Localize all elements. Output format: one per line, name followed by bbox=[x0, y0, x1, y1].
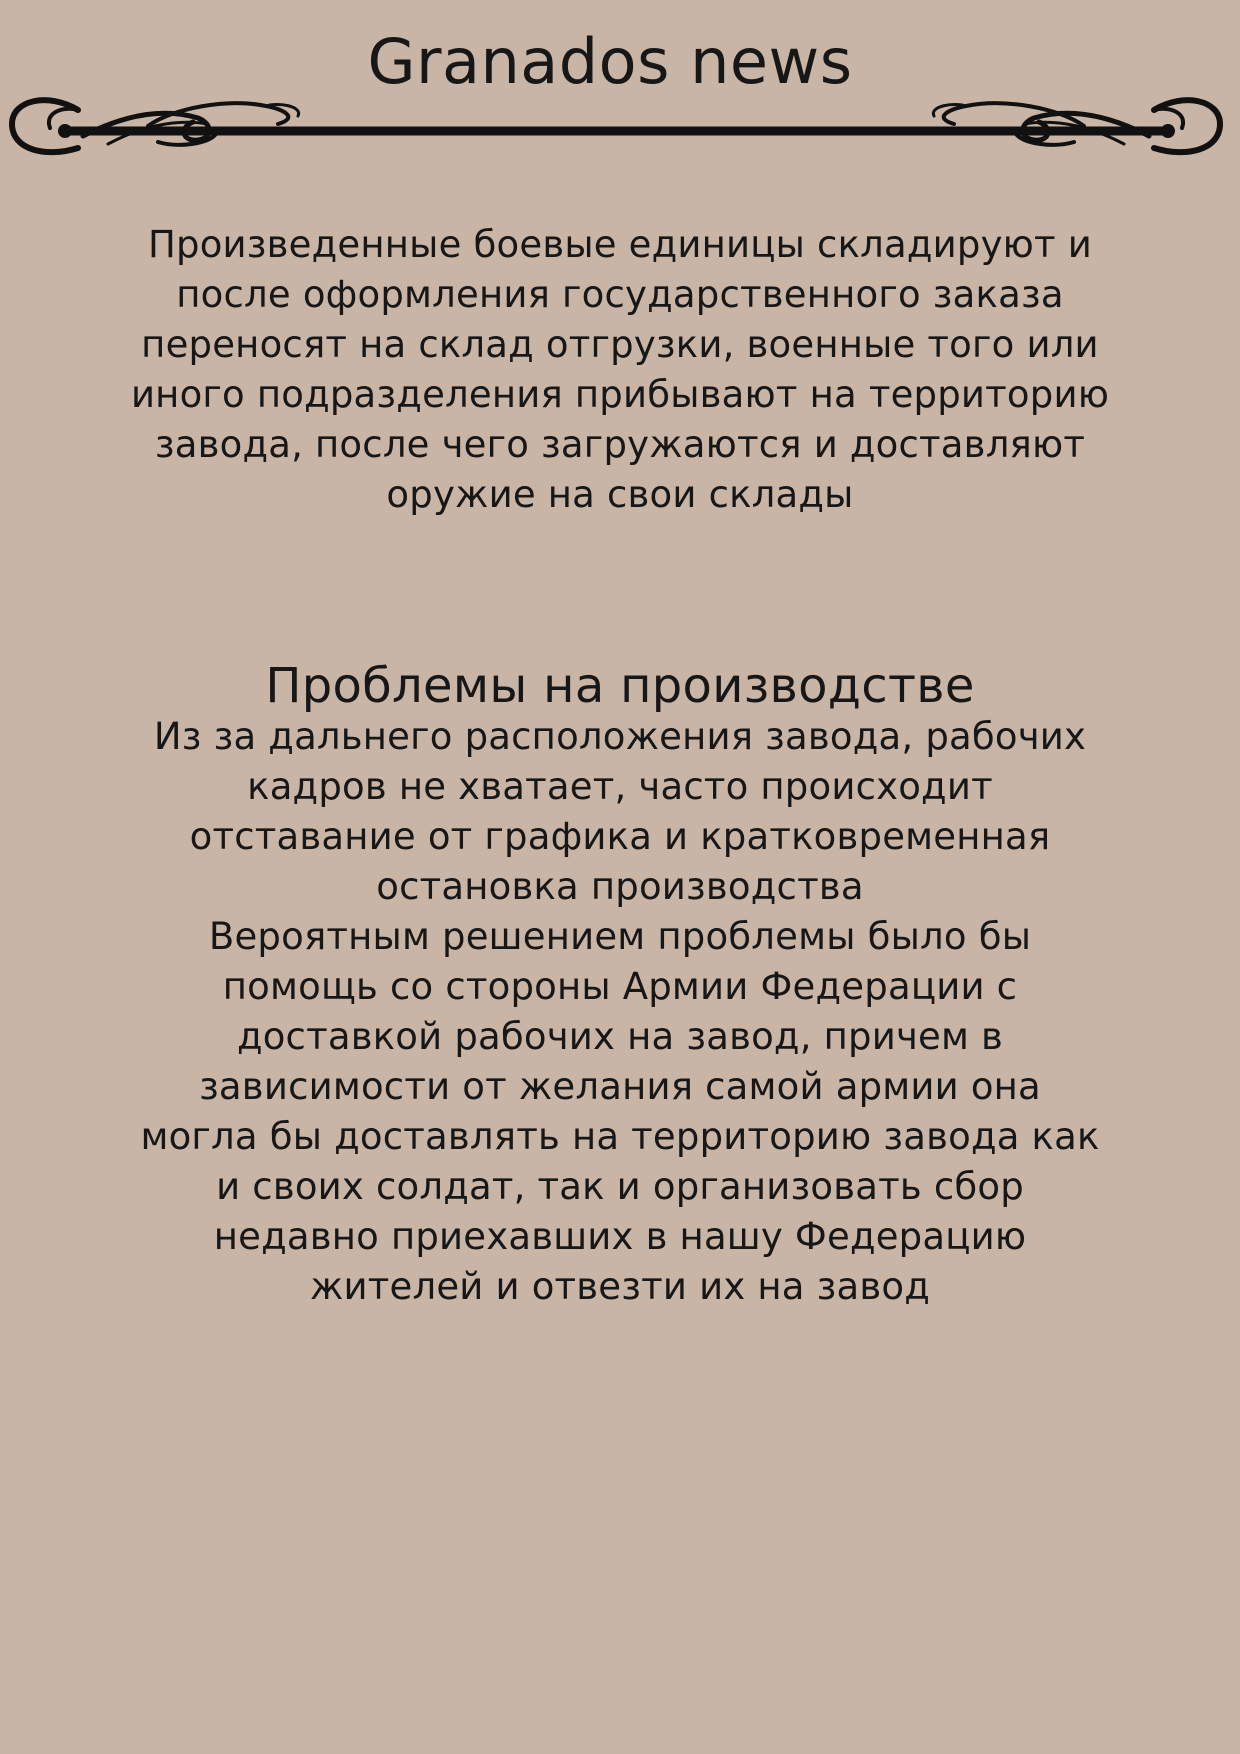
ornamental-divider-icon bbox=[8, 88, 1224, 168]
text-line: остановка производства bbox=[376, 865, 864, 908]
text-line: Произведенные боевые единицы складируют и bbox=[148, 223, 1092, 266]
text-line: переносят на склад отгрузки, военные того или bbox=[141, 323, 1099, 366]
text-line: недавно приехавших в нашу Федерацию bbox=[213, 1215, 1027, 1258]
text-line: и своих солдат, так и организовать сбор bbox=[216, 1165, 1024, 1208]
intro-section bbox=[0, 220, 1240, 520]
intro-paragraph bbox=[0, 220, 1240, 520]
text-line: Вероятным решением проблемы было бы bbox=[208, 915, 1032, 958]
text-line: зависимости от желания самой армии она bbox=[199, 1065, 1041, 1108]
text-line: иного подразделения прибывают на территорию bbox=[130, 373, 1110, 416]
text-line: Из за дальнего расположения завода, рабочих bbox=[153, 715, 1087, 758]
text-line: жителей и отвезти их на завод bbox=[309, 1265, 931, 1308]
text-line: помощь со стороны Армии Федерации с bbox=[222, 965, 1018, 1008]
text-line: доставкой рабочих на завод, причем в bbox=[236, 1015, 1004, 1058]
section-heading: Проблемы на производстве bbox=[265, 658, 975, 714]
text-line: кадров не хватает, часто происходит bbox=[247, 765, 993, 808]
problems-paragraph bbox=[0, 712, 1240, 1312]
text-line: после оформления государственного заказа bbox=[176, 273, 1064, 316]
text-line: оружие на свои склады bbox=[386, 473, 854, 516]
page-title: Granados news bbox=[367, 25, 853, 98]
text-line: отставание от графика и кратковременная bbox=[189, 815, 1051, 858]
problems-section bbox=[0, 656, 1240, 1312]
text-line: могла бы доставлять на территорию завода как bbox=[140, 1115, 1100, 1158]
text-line: завода, после чего загружаются и доставляют bbox=[154, 423, 1086, 466]
